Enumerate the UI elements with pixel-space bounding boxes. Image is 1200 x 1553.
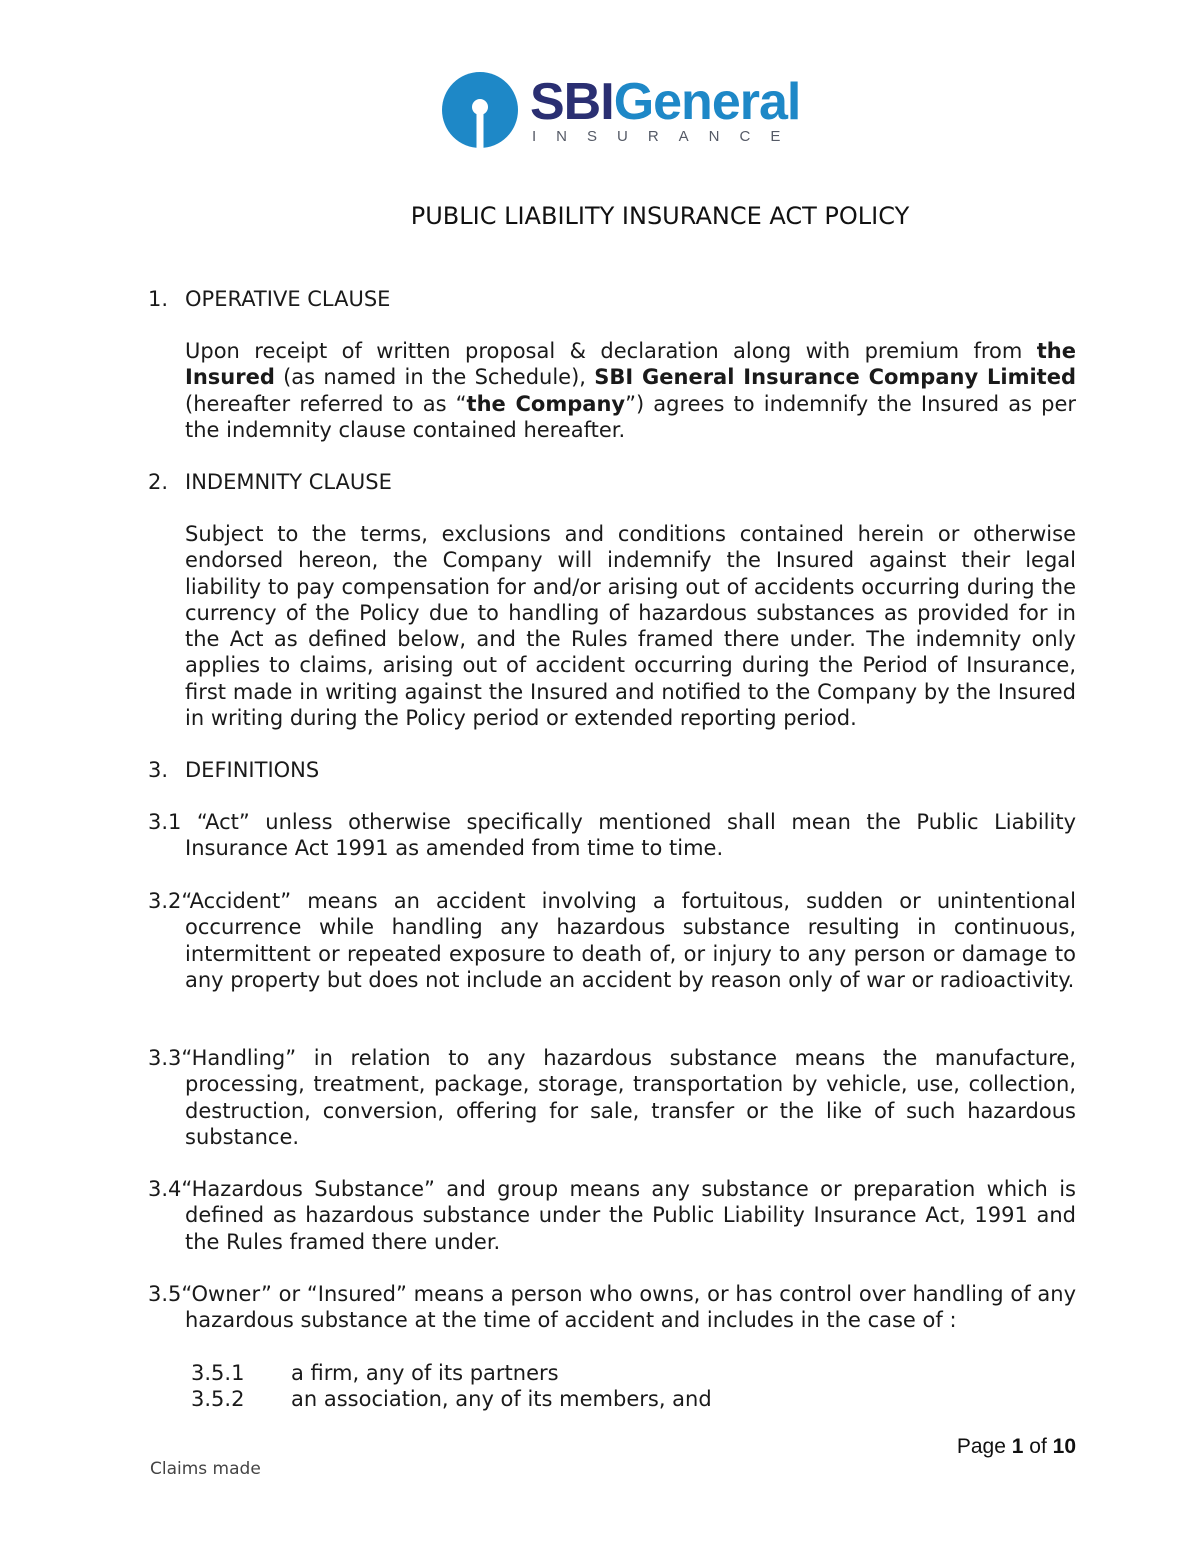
text-run: (hereafter referred to as “ (185, 391, 467, 416)
section-number: 1. (148, 287, 169, 311)
section-heading-text: DEFINITIONS (185, 758, 320, 782)
definition-3-5: 3.5“Owner” or “Insured” means a person who owns, or has control over handling of any hazardous substance at the time of accident and includes in the case of : (148, 1282, 1076, 1333)
sub-text: a firm, any of its partners (291, 1361, 559, 1385)
sub-text: an association, any of its members, and (291, 1387, 712, 1411)
page-of: of (1023, 1435, 1053, 1458)
sbi-keyhole-icon (440, 70, 522, 152)
bold-run: the Insured (185, 339, 1076, 390)
brand-general: General (613, 73, 801, 131)
text-run: ”) agrees to indemnify the Insured as per the indemnity clause contained hereafter. (185, 391, 1077, 442)
bold-run: the Company (466, 391, 626, 416)
page-current: 1 (1011, 1435, 1024, 1458)
page-total: 10 (1052, 1435, 1076, 1458)
page-label: Page (956, 1435, 1012, 1458)
definition-3-2: 3.2“Accident” means an accident involving a fortuitous, sudden or unintentional occurrence while handling any hazardous substance resulting in continuous, intermittent or repeated exposure to death of, or injury to any person or damage to any property but does not include an accident by reason only of war or radioactivity. (148, 889, 1076, 992)
footer-note: Claims made (150, 1459, 261, 1479)
brand-sbi: SBI (530, 73, 614, 131)
sub-number: 3.5.2 (191, 1387, 245, 1411)
text-run: (as named in the Schedule), (274, 365, 595, 390)
company-logo (440, 70, 801, 152)
definition-3-3: 3.3“Handling” in relation to any hazardous substance means the manufacture, processing, treatment, package, storage, transportation by vehicle, use, collection, destruction, conversion, offering for sale, transfer or the like of such hazardous substance. (148, 1046, 1076, 1149)
section-heading-2 (148, 469, 392, 495)
sub-definition-3-5-1 (191, 1360, 559, 1386)
section-heading-1 (148, 286, 390, 312)
definition-3-4: 3.4“Hazardous Substance” and group means any substance or preparation which is defined as hazardous substance under the Public Liability Insurance Act, 1991 and the Rules framed there under. (148, 1177, 1076, 1254)
definition-3-1: 3.1 “Act” unless otherwise specifically mentioned shall mean the Public Liability Insurance Act 1991 as amended from time to time. (148, 810, 1076, 861)
sub-number: 3.5.1 (191, 1361, 245, 1385)
section-number: 2. (148, 470, 169, 494)
brand-wordmark (530, 72, 800, 132)
operative-clause-paragraph (185, 338, 1076, 443)
page-title: PUBLIC LIABILITY INSURANCE ACT POLICY (410, 202, 910, 230)
sub-definition-3-5-2 (191, 1386, 712, 1412)
section-heading-text: INDEMNITY CLAUSE (185, 470, 392, 494)
brand-subtitle: INSURANCE (532, 128, 801, 145)
section-number: 3. (148, 758, 169, 782)
text-run: Upon receipt of written proposal & declaration along with premium from (185, 339, 1037, 363)
page-number (957, 1434, 1076, 1460)
bold-run: SBI General Insurance Company Limited (594, 365, 1076, 390)
section-heading-text: OPERATIVE CLAUSE (185, 287, 391, 311)
section-heading-3 (148, 757, 319, 783)
indemnity-clause-paragraph: Subject to the terms, exclusions and conditions contained herein or otherwise endorsed hereon, the Company will indemnify the Insured against their legal liability to pay compensation for and/or arising out of accidents occurring during the currency of the Policy due to handling of hazardous substances as provided for in the Act as defined below, and the Rules framed there under. The indemnity only applies to claims, arising out of accident occurring during the Period of Insurance, first made in writing against the Insured and notified to the Company by the Insured in writing during the Policy period or extended reporting period. (185, 522, 1076, 731)
